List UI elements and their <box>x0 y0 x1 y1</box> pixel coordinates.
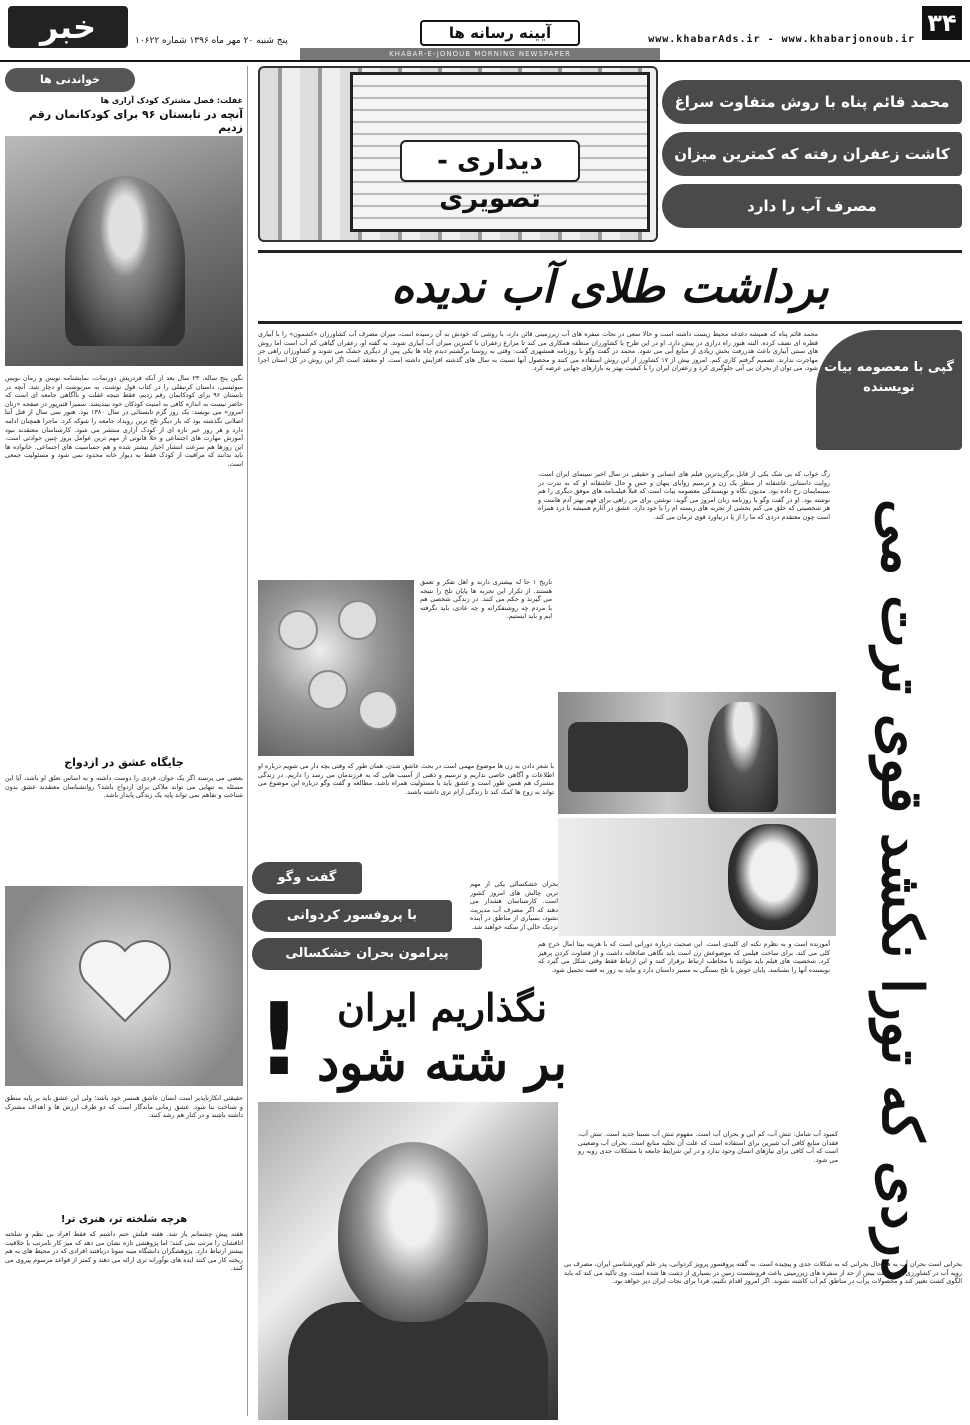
website-urls[interactable]: www.khabarAds.ir - www.khabarjonoub.ir <box>648 34 915 45</box>
drought-intro-text: بحران خشکسالی یکی از مهم ترین چالش های امروز کشور است. کارشناسان هشدار می دهند که اگر مصرف آب مدیریت نشود، بسیاری از مناطق در آینده نزدیک خالی از سکنه خواهند شد. <box>470 880 558 931</box>
water-crisis-body: کمبود آب شامل: تنش آب، کم آبی و بحران آب است. مفهوم تنش آب نسبتا جدید است. تنش آب، فقدان منابع کافی آب شیرین برای استفاده است که علت آن تخلیه منابع است. بحران آب وضعیتی است که آب کافی برای نیازهای انسان وجود ندارد و در این شرایط جامعه با مشکلات جدی روبه رو می شود. <box>578 1130 838 1164</box>
love-headline[interactable]: جایگاه عشق در ازدواج <box>64 756 184 769</box>
dialogue-label: گفت وگو <box>252 862 362 894</box>
interview-body-continued: آموزنده است و به نظرم نکته ای کلیدی است. این صحبت درباره دورانی است که با هزینه بیتا امال خرج هم کلی می کند. برای ساخت فیلمی که موضوعش زن است باید نگاهی صادقانه داشت و از قضاوت کردن پرهیز کرد. شخصیت های فیلم باید بتوانند با مخاطب ارتباط برقرار کنند و این ارتباط فقط وقتی شکل می گیرد که نویسنده آنها را بشناسد. پایان خوش یا تلخ بستگی به مسیر داستان دارد و نباید به زور به قصه تحمیل شود. <box>538 940 830 974</box>
newspaper-strip: KHABAR-E-JONOUB MORNING NEWSPAPER <box>300 48 660 60</box>
iran-headline[interactable] <box>252 981 572 1098</box>
flower-shape <box>278 610 318 650</box>
header-divider <box>0 60 970 62</box>
flower-shape <box>338 600 378 640</box>
love-body-continued: حقیقتی انکارناپذیر است انسان عاشق همسر خود باشد؛ ولی این عشق باید بر پایه منطق و شناخت بنا شود. عشق زمانی ماندگار است که دو طرف ارزش ها و اهداف مشترک داشته باشند و در کنار هم رشد کنند. <box>5 1094 243 1120</box>
love-body: بعضی می پرسند اگر یک جوان، فردی را دوست داشته و به اساس تعلق او باشد، آیا این مسئله به تنهایی می تواند ملاکی برای ازدواج باشد؟ روانشناسان معتقدند عشق بدون شناخت و تفاهم نمی تواند پایه یک زندگی پایدار باشد. <box>5 774 243 800</box>
car-shape <box>568 722 688 792</box>
iran-headline-line1: نگذاریم ایران <box>336 985 548 1030</box>
column-divider <box>247 66 248 1416</box>
saffron-story-body: محمد قائم پناه که همیشه دغدغه محیط زیست داشته است و حالا سعی در نجات سفره های آب زیرزمینی قائن دارد، با روشی که خودش به آن رسیده است، میزان مصرف آب کشاورزان «کشمون» را با آبیاری قطره ای نصف کرده. البته هنوز راه درازی در پیش دارد. او در این طرح با کشاورزان منطقه همکاری می کند تا مزارع زعفران با کمترین میزان آب آبیاری شوند. به گفته او، زعفران گیاهی کم آب است اما روش های سنتی آبیاری باعث هدررفت بخش زیادی از منابع آبی می شود. محمد در گفت وگو با روزنامه همشهری گفت: وقتی به روستا برگشتم دیدم چاه ها یکی پس از دیگری خشک می شوند و کشاورزان راهی جز مهاجرت ندارند. تصمیم گرفتم کاری کنم. امروز بیش از ۱۷ کشاورز از این روش استفاده می کنند و محصول آنها نسبت به سال های گذشته افزایش داشته است. او معتقد است اگر این روش در کل استان اجرا شود، می توان از بحران بی آبی جلوگیری کرد و زعفران ایران را با کیفیت بهتر به بازارهای جهانی عرضه کرد. <box>258 330 818 373</box>
professor-head <box>338 1142 488 1322</box>
newspaper-logo: خبر <box>8 6 128 48</box>
water-crisis-body-continued: بحرانی است بحران آب به هر حال بحرانی که به شکلات جدی و پیچیده است. به گفته پروفسور پرویز کردوانی، پدر علم کویرشناسی ایران، مصرف بی رویه آب در کشاورزی و برداشت بیش از حد از سفره های زیرزمینی باعث فرونشست زمین در بسیاری از دشت ها شده است. وی تأکید می کند که باید الگوی کشت تغییر کند و محصولات پرآب در مناطق کم آب کاشته نشوند. اگر امروز اقدام نکنیم، فردا برای نجات ایران دیر خواهد بود. <box>564 1260 962 1286</box>
issue-date: پنج شنبه ۲۰ مهر ماه ۱۳۹۶ شماره ۱۰۶۲۲ <box>135 36 288 46</box>
teaser-line-2: کاشت زعفران رفته که کمترین میزان <box>662 132 962 176</box>
section-title: آیینه رسانه ها <box>420 20 580 46</box>
professor-photo <box>258 1102 558 1420</box>
article-body: نگین پنج ساله، ۲۳ سال بعد از آنکه فردریش دورنمات، نمایشنامه نویس و رمان نویس سوئیسی، داستان کرتیقلی را در کتاب قول نوشت، به سرنوشت او دچار شد. آنچه در تابستان ۹۶ برای کودکانمان رقم زدیم، فقط نتیجه غفلت و ناآگاهی جامعه ای است که حاضر نیست به اندازه کافی به امنیت کودکان خود بیندیشد. سمیرا قنبرپور در صفحه «زنان امروز» می نویسد: یک روز گرم تابستانی در سال ۱۳۸۰ بود. هنوز سی سال از قتل آتنا اصلانی نگذشته بود که بار دیگر تلخ ترین رویداد جامعه را شوکه کرد. ماجرا همچنان ادامه دارد و هر روز خبر تازه ای از کودک آزاری منتشر می شود. کارشناسان معتقدند نبود آموزش مهارت های اجتماعی و خلأ قانونی از مهم ترین عوامل بروز چنین حوادثی است. این روزها هم سرعت انتشار اخبار بیشتر شده و هم حساسیت های اجتماعی. خانواده ها باید بدانند که مراقبت از کودک فقط به دیوار خانه محدود نمی شود و مسئولیت جمعی است. <box>5 374 243 468</box>
readers-section-head: خواندنی ها <box>5 68 135 92</box>
child-photo <box>5 136 243 366</box>
writer-face <box>728 824 818 930</box>
interview-headline-block <box>842 460 962 1320</box>
exclamation-mark: ! <box>256 981 302 1098</box>
left-column <box>5 96 243 1416</box>
heart-icon <box>75 936 175 1026</box>
interview-body: رگ خواب که بی شک یکی از قابل برگزیدترین فیلم های انسانی و حقیقی در سال اخیر سینمای ایران است، روایت داستانی عاشقانه از منظر یک زن و ترسیم زوایای پنهان و حس و حال عاشقانه او که به ندرت در سینمایمان رخ داده بود. مدیون نگاه و نویسندگی معصومه بیات است که قبلاً فیلمنامه های موفق دیگری را هم نوشته بود. او در گفت وگو با روزنامه زنان امروز می گوید: نوشتن برای من راهی برای فهم بهتر آدم هاست و هر شخصیتی که خلق می کنم بخشی از تجربه های زیسته ام را با خود دارد. عشق در آثارم همیشه با درد همراه است چون معتقدم دردی که ما را از پا درنیاورد قوی ترمان می کند. <box>538 470 830 521</box>
drought-label: پیرامون بحران خشکسالی <box>252 938 482 970</box>
main-headline[interactable]: برداشت طلای آب ندیده <box>258 250 962 324</box>
flower-shape <box>308 670 348 710</box>
story-side-text: تاریخ ۱ حا له بیشتری دارند و اهل تفکر و تعمق هستند. از تکرار این تجربه ها پایان تلخ را نتیجه می گیرند و حکم می کنند. در زندگی شخصی هم با مردم چه روشنفکرانه و چه عادی، باید نگرفته ایم و باید ایستیم. <box>420 578 552 621</box>
writer-portrait-photo <box>558 818 836 936</box>
article-title[interactable]: آنچه در تابستان ۹۶ برای کودکانمان رقم زدیم <box>29 108 243 134</box>
teaser-line-1: محمد قائم پناه با روش متفاوت سراغ <box>662 80 962 124</box>
interview-vertical-headline[interactable]: دردی که تورا نکشد قوی ترت می <box>869 498 935 1282</box>
heart-hands-photo <box>5 886 243 1086</box>
teaser-line-3: مصرف آب را دارد <box>662 184 962 228</box>
article-kicker: غفلت: فصل مشترک کودک آزاری ها <box>100 96 243 105</box>
iran-headline-line2: بر شته شود <box>316 1033 568 1092</box>
flower-shape <box>358 690 398 730</box>
professor-label: با پروفسور کردوانی <box>252 900 452 932</box>
story-lower-text: با شعر دادن به زن ها موضوع مهمی است در بحث عاشق شدن. همان طور که وقتی بچه دار می شویم درباره او اطلاعات و آگاهی خاصی نداریم و ترسیم و ذهنی از آسیب هایی که به فرزندمان می رسد را داریم. در زندگی مشترک هم همین طور است و عشق باید با مسئولیت همراه باشد. مطالعه و گفت وگو درباره این موضوع می تواند به زوج ها کمک کند تا زندگی آرام تری داشته باشند. <box>258 762 554 796</box>
visual-section-banner: دیداری - تصویری <box>400 140 580 182</box>
saffron-flowers-photo <box>258 580 414 756</box>
child-figure <box>65 176 185 346</box>
film-still-photo <box>558 692 836 814</box>
messy-body: هفته پیش چشمانم باز شد. هفته قبلش حتم داشتم که فقط افراد بی نظم و شلخته اتاقشان را مرتب نمی کنند؛ اما پژوهشی تازه نشان می دهد که میز کار نامرتب با خلاقیت بیشتر ارتباط دارد. پژوهشگران دانشگاه مینه سوتا دریافتند افرادی که در محیط های به هم ریخته کار می کنند ایده های نوآورانه تری ارائه می دهند و کمتر از قواعد مرسوم پیروی می کنند. <box>5 1230 243 1273</box>
messy-headline[interactable]: هرچه شلخته تر، هنری تر! <box>60 1214 188 1225</box>
actress-figure <box>708 702 778 812</box>
interview-banner: گپی با معصومه بیات نویسنده <box>816 330 962 450</box>
page-number: ۳۴ <box>922 6 962 40</box>
